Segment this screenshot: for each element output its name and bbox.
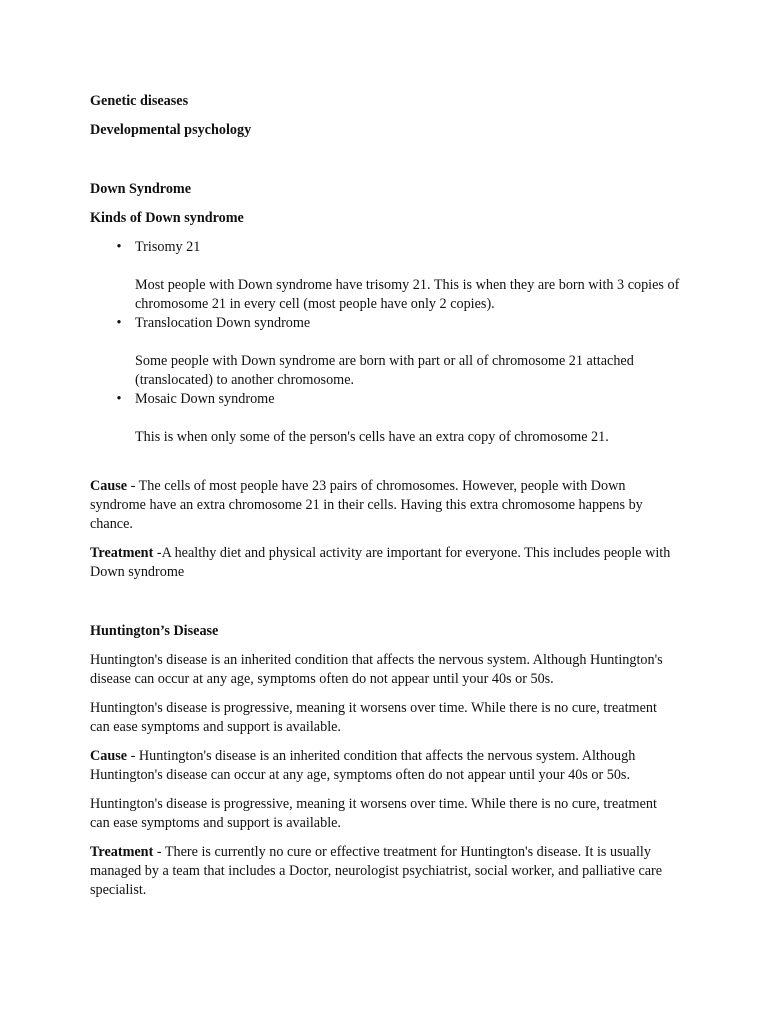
document-subtitle: Developmental psychology <box>90 122 252 138</box>
kinds-heading: Kinds of Down syndrome <box>90 210 244 226</box>
list-item <box>90 238 680 314</box>
bullet-icon: • <box>116 391 122 407</box>
huntington-paragraph-3: Huntington's disease is progressive, meaning it worsens over time. While there is no cure, treatment can ease symptoms and support is available. <box>90 796 657 831</box>
bullet-icon: • <box>116 239 122 255</box>
huntington-paragraph-2: Huntington's disease is progressive, meaning it worsens over time. While there is no cure, treatment can ease symptoms and support is available. <box>90 700 657 735</box>
kinds-list <box>90 238 680 447</box>
list-item <box>90 314 680 390</box>
list-item-description: Most people with Down syndrome have trisomy 21. This is when they are born with 3 copies of chromosome 21 in every cell (most people have only 2 copies). <box>135 277 680 312</box>
huntington-heading: Huntington’s Disease <box>90 623 219 639</box>
list-item-description: Some people with Down syndrome are born with part or all of chromosome 21 attached (translocated) to another chromosome. <box>135 353 634 388</box>
huntington-treatment-label: Treatment <box>90 844 154 860</box>
list-item-description: This is when only some of the person's cells have an extra copy of chromosome 21. <box>135 429 609 445</box>
document-body <box>90 92 680 900</box>
down-cause-paragraph <box>90 477 680 534</box>
down-cause-text: - The cells of most people have 23 pairs of chromosomes. However, people with Down syndrome have an extra chromosome 21 in their cells. Having this extra chromosome happens by chance. <box>90 478 643 532</box>
huntington-paragraph-1: Huntington's disease is an inherited condition that affects the nervous system. Although Huntington's disease can occur at any age, symptoms often do not appear until your 40s or 50s. <box>90 652 663 687</box>
down-treatment-paragraph <box>90 544 680 582</box>
list-item-label: Trisomy 21 <box>135 239 201 255</box>
down-cause-label: Cause <box>90 478 128 494</box>
list-item-label: Mosaic Down syndrome <box>135 391 275 407</box>
list-item <box>90 390 680 447</box>
huntington-cause-text: - Huntington's disease is an inherited condition that affects the nervous system. Although Huntington's disease can occur at any age, symptoms often do not appear until your 40s or 50s. <box>90 748 636 783</box>
down-syndrome-heading: Down Syndrome <box>90 181 192 197</box>
bullet-icon: • <box>116 315 122 331</box>
huntington-treatment-paragraph <box>90 843 680 900</box>
down-treatment-label: Treatment <box>90 545 154 561</box>
list-item-label: Translocation Down syndrome <box>135 315 311 331</box>
document-title: Genetic diseases <box>90 93 189 109</box>
huntington-cause-label: Cause <box>90 748 128 764</box>
down-treatment-text: -A healthy diet and physical activity are important for everyone. This includes people with Down syndrome <box>90 545 671 580</box>
huntington-cause-paragraph <box>90 747 680 785</box>
huntington-treatment-text: - There is currently no cure or effective treatment for Huntington's disease. It is usually managed by a team that includes a Doctor, neurologist psychiatrist, social worker, and palliative care specialist. <box>90 844 663 898</box>
